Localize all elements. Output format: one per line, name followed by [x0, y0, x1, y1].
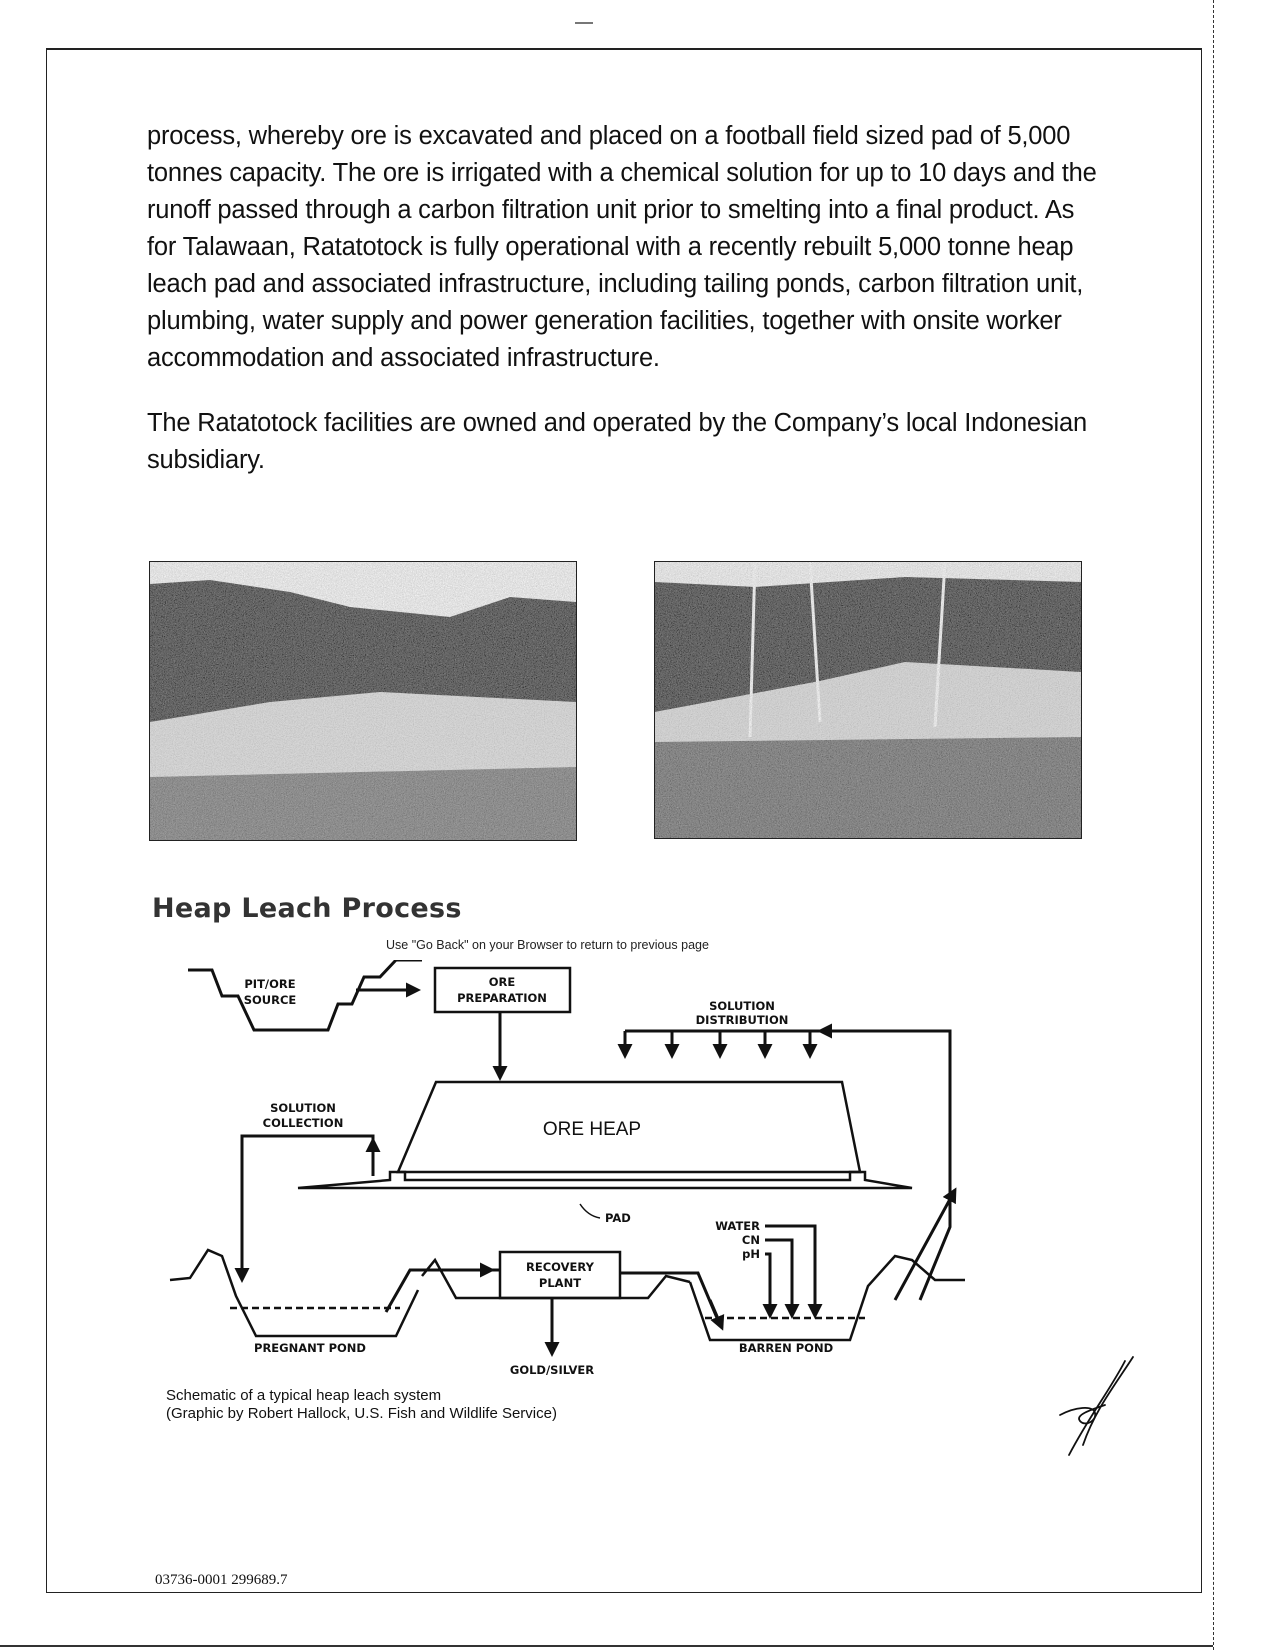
scan-mark — [575, 22, 593, 24]
solution-distribution-line — [625, 1031, 950, 1300]
label-source: SOURCE — [243, 993, 297, 1007]
label-distribution: DISTRIBUTION — [695, 1013, 789, 1027]
label-ore-heap: ORE HEAP — [542, 1119, 642, 1140]
label-gold-silver: GOLD/SILVER — [509, 1363, 595, 1377]
paragraph: process, whereby ore is excavated and placed on a football field sized pad of 5,000 tonnes capacity. The ore is irrigated with a chemical solution for up to 10 days and the runoff passed through a carbon filtration unit prior to smelting into a final product. As for Talawaan, Ratatotock is fully operational with a recently rebuilt 5,000 tonne heap leach pad and associated infrastructure, including tailing ponds, carbon filtration unit, plumbing, water supply and power generation facilities, together with onsite worker accommodation and associated infrastructure. — [147, 122, 1097, 372]
label-preparation: PREPARATION — [457, 991, 547, 1005]
recovery-plant-box — [500, 1252, 620, 1298]
label-water: WATER — [715, 1219, 760, 1233]
site-photo-1 — [149, 561, 577, 841]
heap-leach-diagram — [160, 960, 980, 1380]
paragraph: The Ratatotock facilities are owned and operated by the Company’s local Indonesian subsidiary. — [147, 409, 1087, 474]
heap-leach-schematic — [160, 960, 980, 1380]
label-recovery: RECOVERY — [526, 1260, 594, 1274]
label-plant: PLANT — [538, 1276, 582, 1290]
photo-2-image — [655, 562, 1081, 838]
diagram-title: Heap Leach Process — [152, 893, 462, 924]
label-barren-pond: BARREN POND — [738, 1341, 834, 1355]
site-photo-2 — [654, 561, 1082, 839]
arrow-return-to-distribution — [895, 1190, 955, 1300]
pit-profile — [188, 960, 422, 1030]
label-solution-collection-2: COLLECTION — [262, 1116, 344, 1130]
body-text — [147, 118, 1107, 479]
label-pit-ore: PIT/ORE — [244, 977, 296, 991]
caption-line-1: Schematic of a typical heap leach system — [166, 1387, 442, 1404]
diagram-caption — [166, 1387, 557, 1423]
signature-mark — [1055, 1355, 1155, 1465]
label-ph: pH — [742, 1247, 760, 1261]
diagram-note: Use "Go Back" on your Browser to return to previous page — [386, 938, 709, 952]
label-solution: SOLUTION — [709, 999, 775, 1013]
document-code: 03736-0001 299689.7 — [155, 1572, 288, 1588]
barren-pond-shape — [690, 1256, 965, 1340]
label-ore: ORE — [488, 975, 516, 989]
pad-shape — [298, 1172, 912, 1188]
label-pad: PAD — [605, 1211, 631, 1225]
scan-edge-rule — [1213, 0, 1215, 1650]
label-pregnant-pond: PREGNANT POND — [254, 1341, 366, 1355]
signature-initials — [1055, 1355, 1155, 1465]
ground-left — [170, 1250, 418, 1336]
caption-line-2: (Graphic by Robert Hallock, U.S. Fish and Wildlife Service) — [166, 1405, 557, 1422]
label-solution-collection-1: SOLUTION — [270, 1101, 336, 1115]
photo-1-image — [150, 562, 576, 840]
label-cn: CN — [741, 1233, 760, 1247]
scan-bottom-rule — [0, 1645, 1213, 1647]
solution-collection-line — [242, 1136, 373, 1278]
